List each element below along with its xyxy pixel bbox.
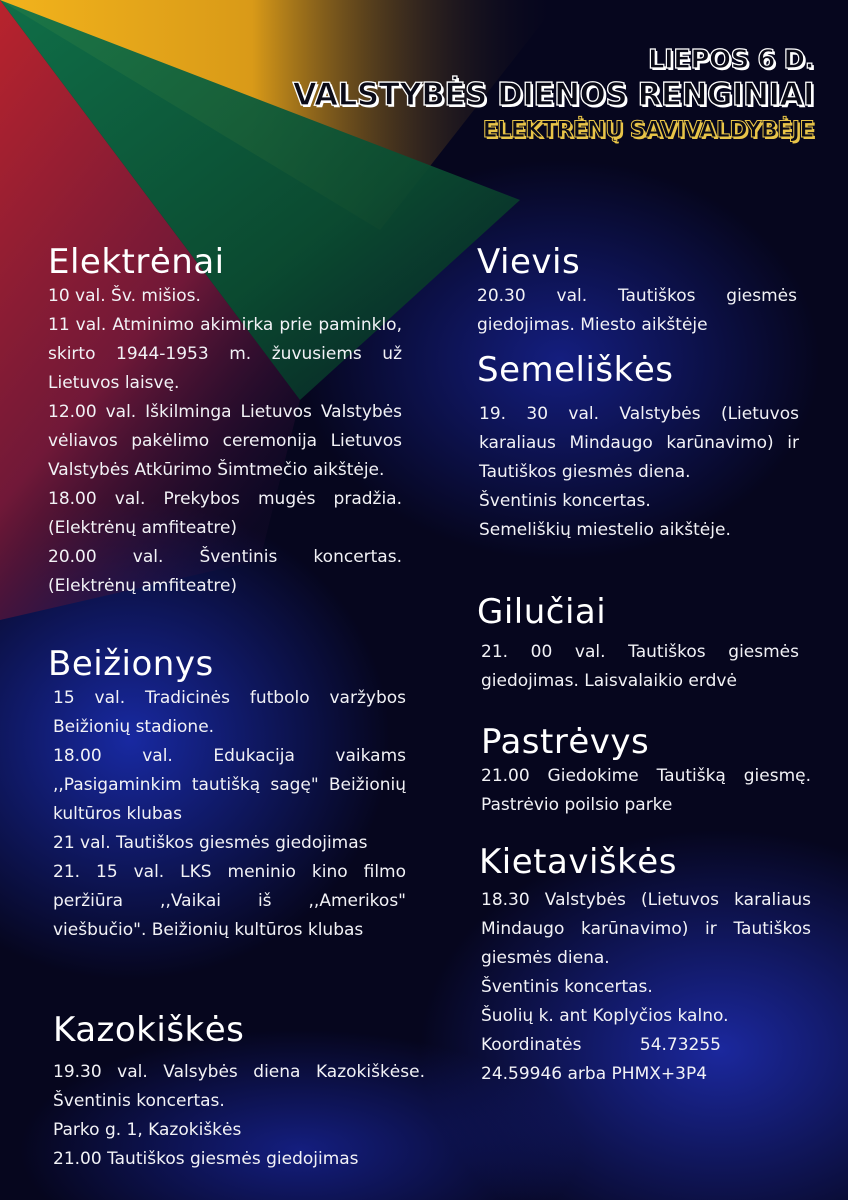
schedule-line: 18.00 val. Prekybos mugės pradžia. (Elektrėnų amfiteatre): [48, 489, 402, 538]
schedule-line: 20.30 val. Tautiškos giesmės giedojimas. Miesto aikštėje: [477, 286, 797, 335]
schedule-line: 11 val. Atminimo akimirka prie paminklo, skirto 1944-1953 m. žuvusiems už Lietuvos laisvę.: [48, 315, 402, 393]
schedule-line: Šuolių k. ant Koplyčios kalno.: [481, 1006, 729, 1026]
schedule-line: 18.00 val. Edukacija vaikams ,,Pasigaminkim tautišką sagę" Beižionių kultūros klubas: [53, 746, 406, 824]
section-title: Pastrėvys: [481, 722, 650, 762]
schedule-line: Koordinatės 54.73255 24.59946 arba PHMX+3P4: [481, 1035, 721, 1084]
poster-header: [194, 46, 814, 143]
schedule-line: 10 val. Šv. mišios.: [48, 286, 201, 306]
schedule-line: Šventinis koncertas.: [479, 491, 651, 511]
section-kazokiskes: [53, 1010, 425, 1174]
schedule-line: 21. 00 val. Tautiškos giesmės giedojimas. Laisvalaikio erdvė: [481, 642, 799, 691]
schedule-line: Parko g. 1, Kazokiškės: [53, 1120, 242, 1140]
section-title: Beižionys: [48, 644, 214, 684]
section-pastrevys: [481, 722, 811, 820]
section-elektrenai: [48, 242, 402, 601]
schedule-line: 21. 15 val. LKS meninio kino filmo peržiūra ,,Vaikai iš ,,Amerikos" viešbučio". Beižionių kultūros klubas: [53, 862, 406, 940]
event-date: LIEPOS 6 D.: [647, 45, 814, 75]
schedule-line: 20.00 val. Šventinis koncertas. (Elektrėnų amfiteatre): [48, 547, 402, 596]
section-title: Kietaviškės: [479, 842, 677, 882]
schedule-line: Semeliškių miestelio aikštėje.: [479, 520, 731, 540]
schedule-line: 21.00 Giedokime Tautišką giesmę. Pastrėvio poilsio parke: [481, 766, 811, 815]
section-title: Vievis: [477, 242, 581, 282]
event-subtitle: ELEKTRĖNŲ SAVIVALDYBĖJE: [482, 117, 814, 143]
schedule-line: 19.30 val. Valsybės diena Kazokiškėse. Šventinis koncertas.: [53, 1062, 425, 1111]
schedule-line: 12.00 val. Iškilminga Lietuvos Valstybės vėliavos pakėlimo ceremonija Lietuvos Valstybės Atkūrimo Šimtmečio aikštėje.: [48, 402, 402, 480]
schedule-line: 21.00 Tautiškos giesmės giedojimas: [53, 1149, 359, 1169]
section-beizionys: [48, 644, 406, 945]
schedule-line: 21 val. Tautiškos giesmės giedojimas: [53, 833, 368, 853]
section-kietaviskes: [479, 842, 811, 1089]
section-vievis: [477, 242, 797, 340]
event-title: VALSTYBĖS DIENOS RENGINIAI: [292, 76, 814, 113]
section-title: Elektrėnai: [48, 242, 225, 282]
section-title: Semeliškės: [477, 350, 674, 390]
schedule-line: 18.30 Valstybės (Lietuvos karaliaus Mindaugo karūnavimo) ir Tautiškos giesmės diena.: [481, 890, 811, 968]
section-title: Kazokiškės: [53, 1010, 245, 1050]
section-semeliskes: [477, 350, 799, 545]
schedule-line: 19. 30 val. Valstybės (Lietuvos karaliaus Mindaugo karūnavimo) ir Tautiškos giesmės diena.: [479, 404, 799, 482]
schedule-line: 15 val. Tradicinės futbolo varžybos Beižionių stadione.: [53, 688, 406, 737]
schedule-line: Šventinis koncertas.: [481, 977, 653, 997]
section-gilucai: [477, 592, 799, 696]
section-title: Gilučiai: [477, 592, 607, 632]
